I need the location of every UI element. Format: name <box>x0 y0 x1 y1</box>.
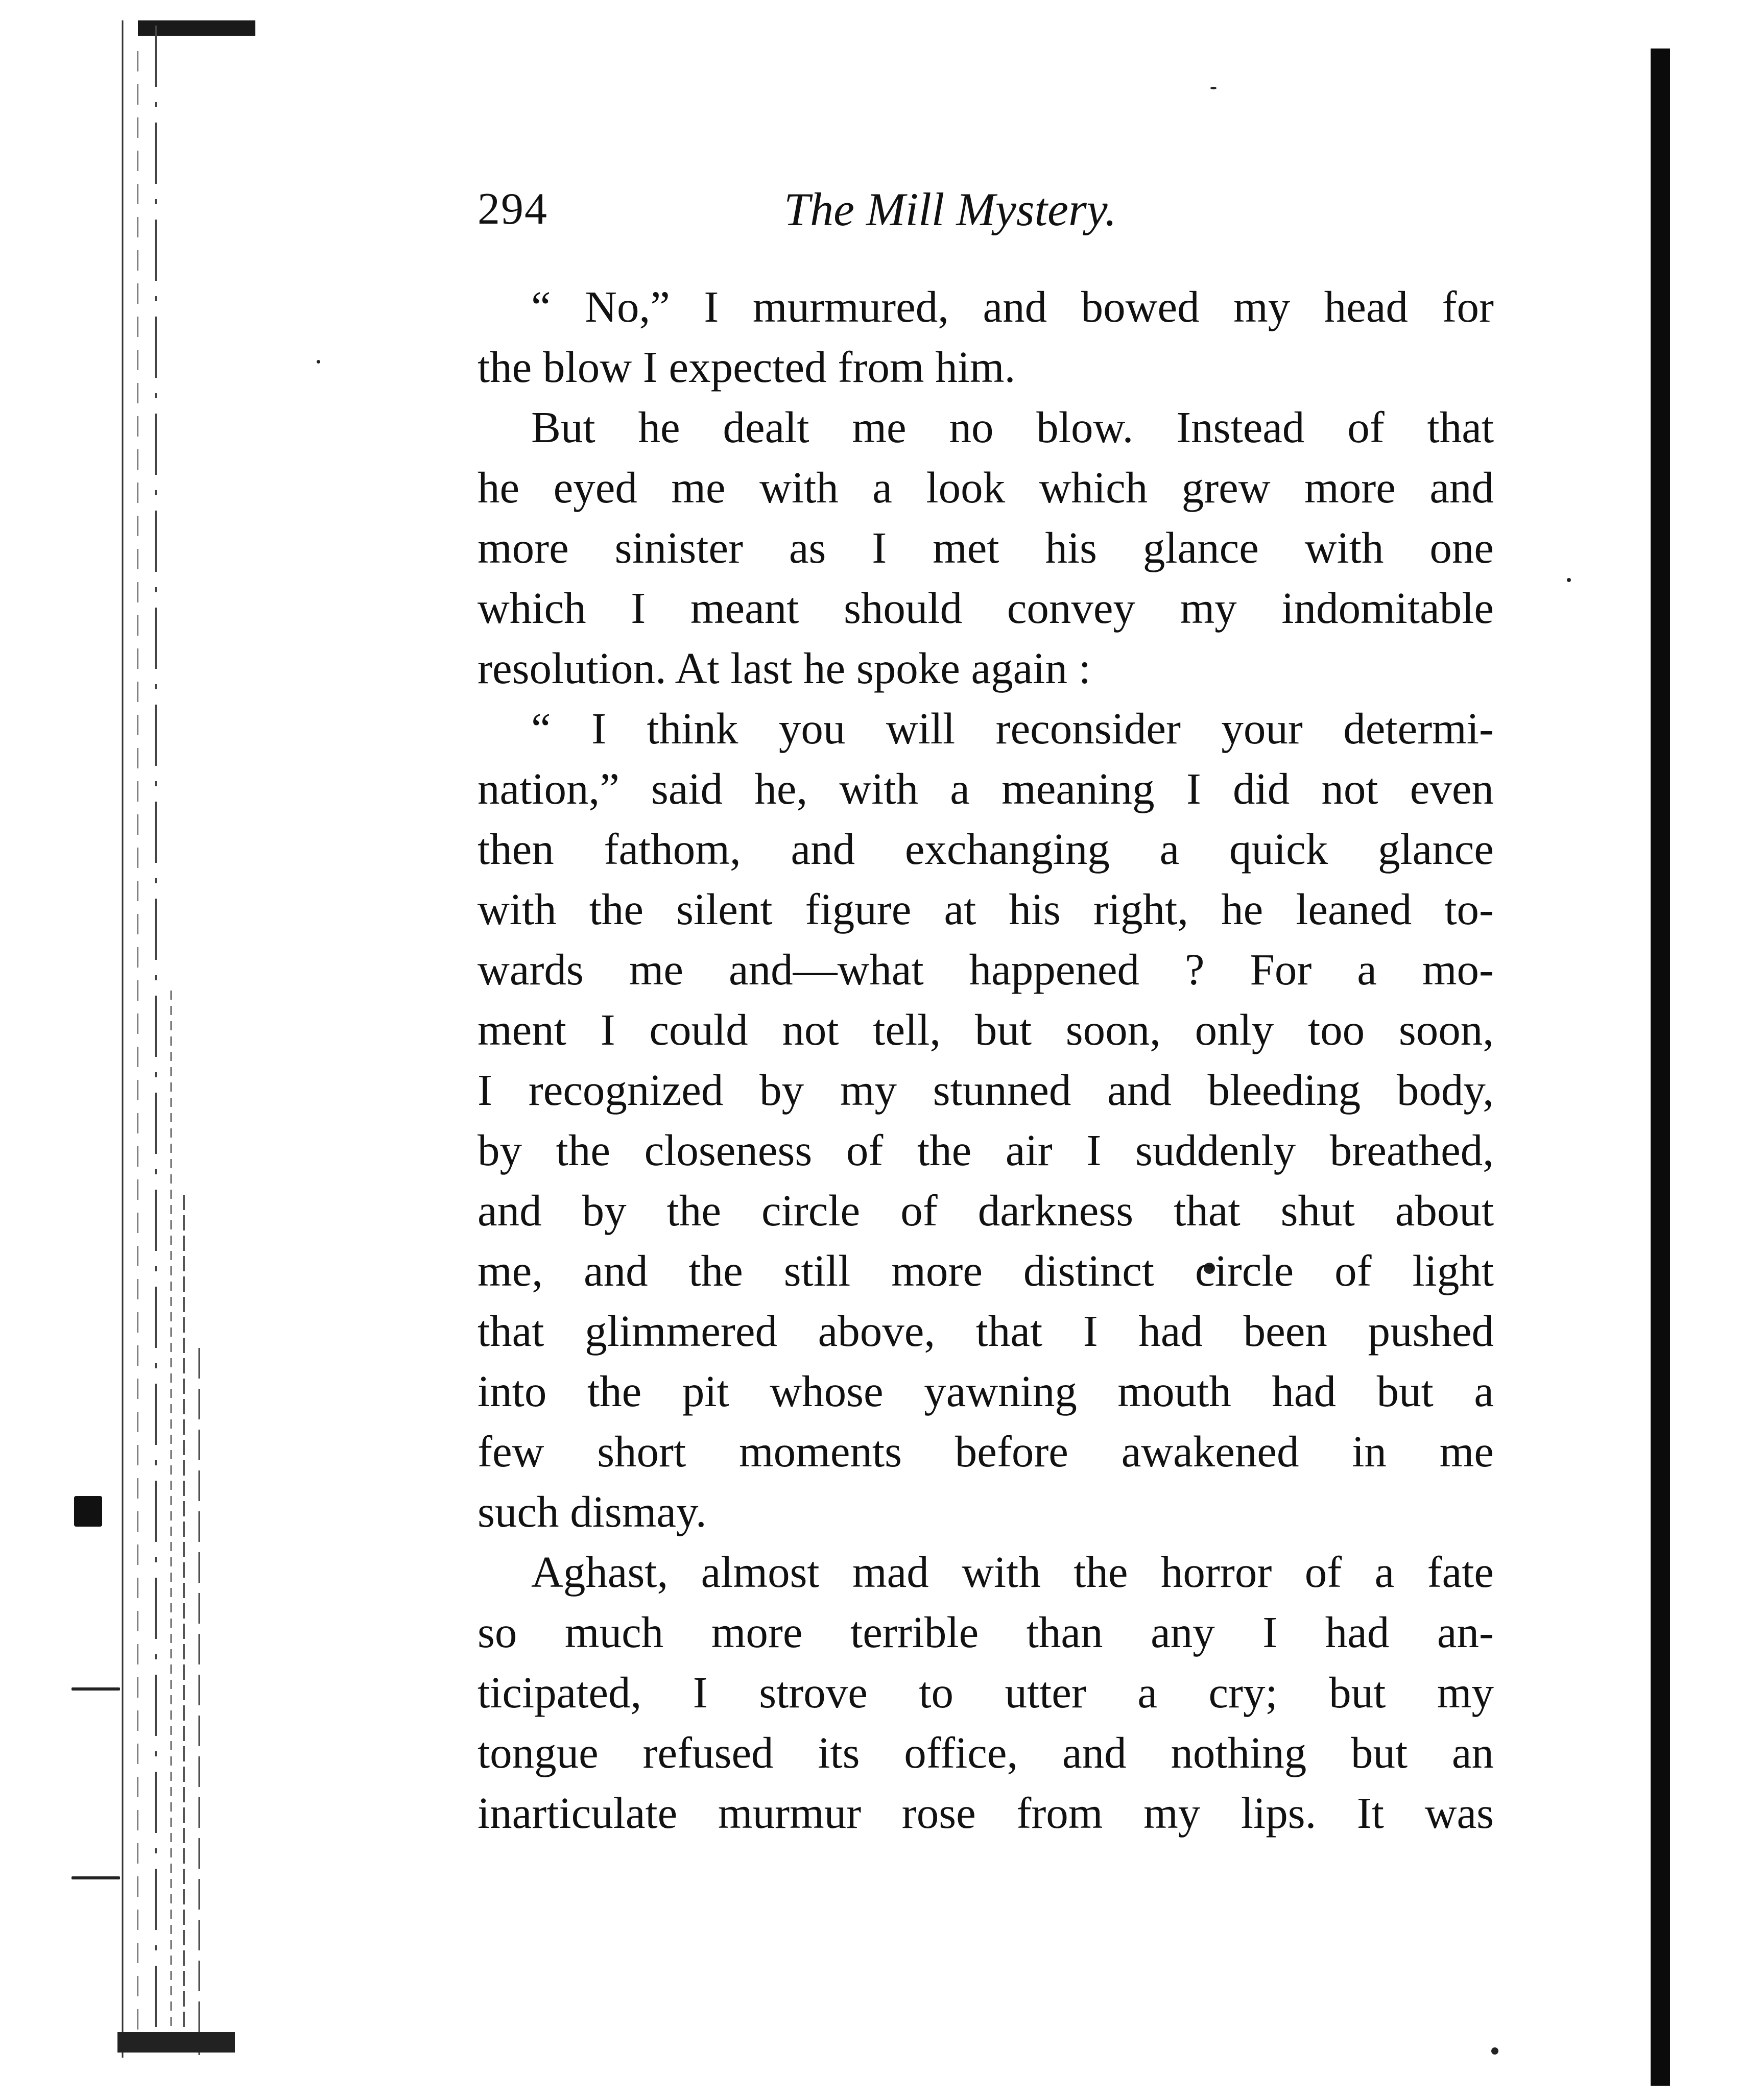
text-line: ment I could not tell, but soon, only too soon, <box>478 1005 1494 1054</box>
text-line: the blow I expected from him. <box>478 342 1016 392</box>
paragraph <box>478 397 1494 698</box>
page-header <box>478 174 1494 245</box>
text-line: inarticulate murmur rose from my lips. It was <box>478 1788 1494 1838</box>
text-line: “ I think you will reconsider your determi- <box>531 704 1494 753</box>
text-line: “ No,” I murmured, and bowed my head for <box>531 282 1494 331</box>
text-line: so much more terrible than any I had an- <box>478 1607 1494 1657</box>
scan-mark <box>71 1876 120 1879</box>
text-line: few short moments before awakened in me <box>478 1427 1494 1476</box>
text-line: and by the circle of darkness that shut about <box>478 1186 1494 1235</box>
scan-mark <box>74 1496 102 1527</box>
text-line: But he dealt me no blow. Instead of that <box>531 402 1494 452</box>
paragraph <box>478 698 1494 1542</box>
text-line: then fathom, and exchanging a quick glance <box>478 824 1494 874</box>
text-line: such dismay. <box>478 1487 707 1536</box>
text-line: nation,” said he, with a meaning I did not even <box>478 764 1494 813</box>
scan-edge-left <box>117 20 235 2058</box>
scan-speck <box>1567 578 1571 582</box>
text-line: Aghast, almost mad with the horror of a fate <box>531 1547 1494 1597</box>
text-line: with the silent figure at his right, he leaned to- <box>478 884 1494 934</box>
text-line: which I meant should convey my indomitable <box>478 583 1494 633</box>
page-number: 294 <box>478 184 548 234</box>
text-line: resolution. At last he spoke again : <box>478 643 1091 693</box>
text-line: by the closeness of the air I suddenly breathed, <box>478 1125 1494 1175</box>
scan-speck <box>317 360 320 364</box>
text-line: I recognized by my stunned and bleeding body, <box>478 1065 1494 1115</box>
scan-speck <box>1491 2047 1498 2055</box>
scan-mark <box>71 1687 120 1691</box>
scan-speck <box>1210 87 1217 89</box>
text-line: that glimmered above, that I had been pushed <box>478 1306 1494 1356</box>
text-line: wards me and—what happened ? For a mo- <box>478 945 1494 994</box>
text-line: me, and the still more distinct circle of light <box>478 1246 1494 1295</box>
running-title: The Mill Mystery. <box>784 183 1117 235</box>
text-line: he eyed me with a look which grew more and <box>478 463 1494 512</box>
text-line: more sinister as I met his glance with one <box>478 523 1494 572</box>
paragraph <box>478 1542 1494 1843</box>
text-line: tongue refused its office, and nothing but an <box>478 1728 1494 1777</box>
paragraph <box>478 277 1494 397</box>
body-text <box>478 277 1494 1843</box>
scan-edge-right <box>1651 49 1670 2086</box>
text-line: into the pit whose yawning mouth had but a <box>478 1366 1494 1416</box>
text-line: ticipated, I strove to utter a cry; but my <box>478 1668 1494 1717</box>
